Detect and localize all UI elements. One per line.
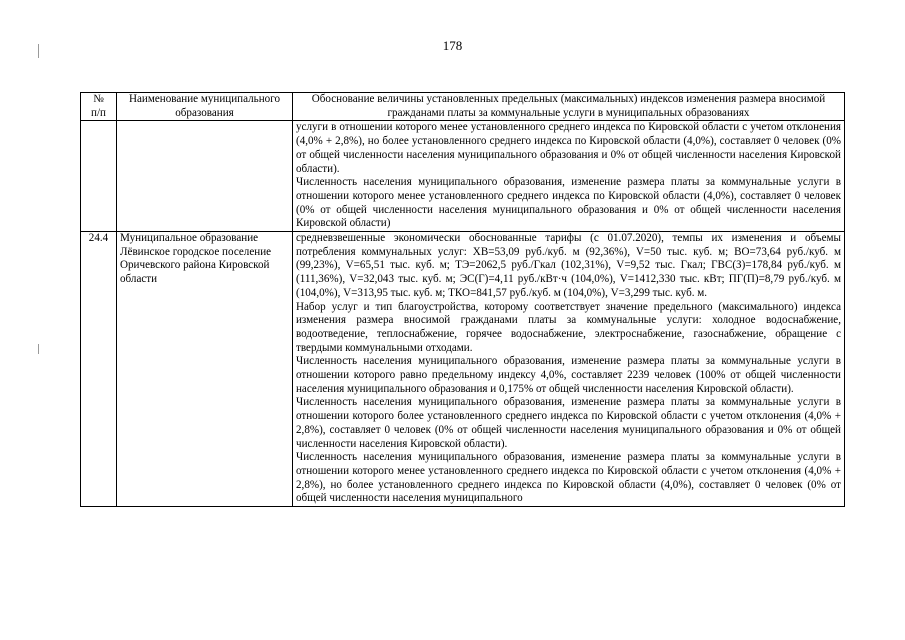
header-name: Наименование муниципального образования (117, 93, 293, 121)
row-basis (293, 232, 845, 507)
continuation-name (117, 121, 293, 232)
table-row-continuation (81, 121, 845, 232)
table-row-24-4 (81, 232, 845, 507)
table-header-row (81, 93, 845, 121)
basis-paragraph: Набор услуг и тип благоустройства, которому соответствует значение предельного (максимального) индекса изменения размера вносимой гражданами платы за коммунальные услуги: холодное водоснабжение, водоотведение, теплоснабжение, горячее водоснабжение, электроснабжение, газоснабжение, обращение с твердыми коммунальными отходами. (296, 300, 841, 354)
basis-paragraph: средневзвешенные экономически обоснованные тарифы (с 01.07.2020), темпы их изменения и объемы потребления коммунальных услуг: ХВ=53,09 руб./куб. м (92,36%), V=50 тыс. куб. м; ВО=73,64 руб./куб. м (99,23%), V=65,51 тыс. куб. м; ТЭ=2062,5 руб./Гкал (102,31%), V=9,52 тыс. Гкал; ГВС(З)=178,84 руб./куб. м (111,36%), V=32,043 тыс. куб. м; ЭС(Г)=4,11 руб./кВт·ч (104,0%), V=1412,330 тыс. кВт; ПГ(П)=8,79 руб./куб. м (104,0%), V=313,95 тыс. куб. м; ТКО=841,57 руб./куб. м (104,0%), V=3,299 тыс. куб. м. (296, 232, 841, 299)
continuation-basis (293, 121, 845, 232)
basis-paragraph: Численность населения муниципального образования, изменение размера платы за коммунальные услуги в отношении которого менее установленного среднего индекса по Кировской области (4,0%), составляет 0 человек (0% от общей численности населения муниципального образования и 0% от общей численности населения Кировской области) (296, 176, 841, 230)
continuation-num (81, 121, 117, 232)
municipality-name: Муниципальное образование Лёвинское городское поселение Оричевского района Кировской области (117, 232, 293, 507)
header-num: № п/п (81, 93, 117, 121)
scan-mark-top (38, 44, 39, 58)
basis-paragraph: Численность населения муниципального образования, изменение размера платы за коммунальные услуги в отношении которого более установленного среднего индекса по Кировской области с учетом отклонения (4,0% + 2,8%), составляет 0 человек (0% от общей численности населения муниципального образования и 0% от общей численности населения Кировской области). (296, 396, 841, 450)
basis-paragraph: услуги в отношении которого менее установленного среднего индекса по Кировской области с учетом отклонения (4,0% + 2,8%), но более установленного среднего индекса по Кировской области (4,0%), составляет 0 человек (0% от общей численности населения муниципального образования и 0% от общей численности населения Кировской области). (296, 121, 841, 175)
row-number: 24.4 (81, 232, 117, 507)
tariff-table (80, 92, 845, 507)
header-basis: Обоснование величины установленных предельных (максимальных) индексов изменения размера вносимой гражданами платы за коммунальные услуги в муниципальных образованиях (293, 93, 845, 121)
page-number: 178 (442, 38, 463, 53)
basis-paragraph: Численность населения муниципального образования, изменение размера платы за коммунальные услуги в отношении которого равно предельному индексу 4,0%, составляет 2239 человек (100% от общей численности населения муниципального образования и 0,175% от общей численности населения Кировской области). (296, 355, 841, 395)
basis-paragraph: Численность населения муниципального образования, изменение размера платы за коммунальные услуги в отношении которого менее установленного среднего индекса по Кировской области с учетом отклонения (4,0% + 2,8%), но более установленного среднего индекса по Кировской области (4,0%), составляет 0 человек (0% от общей численности населения муниципального (296, 451, 841, 505)
scan-mark-middle (38, 344, 39, 354)
